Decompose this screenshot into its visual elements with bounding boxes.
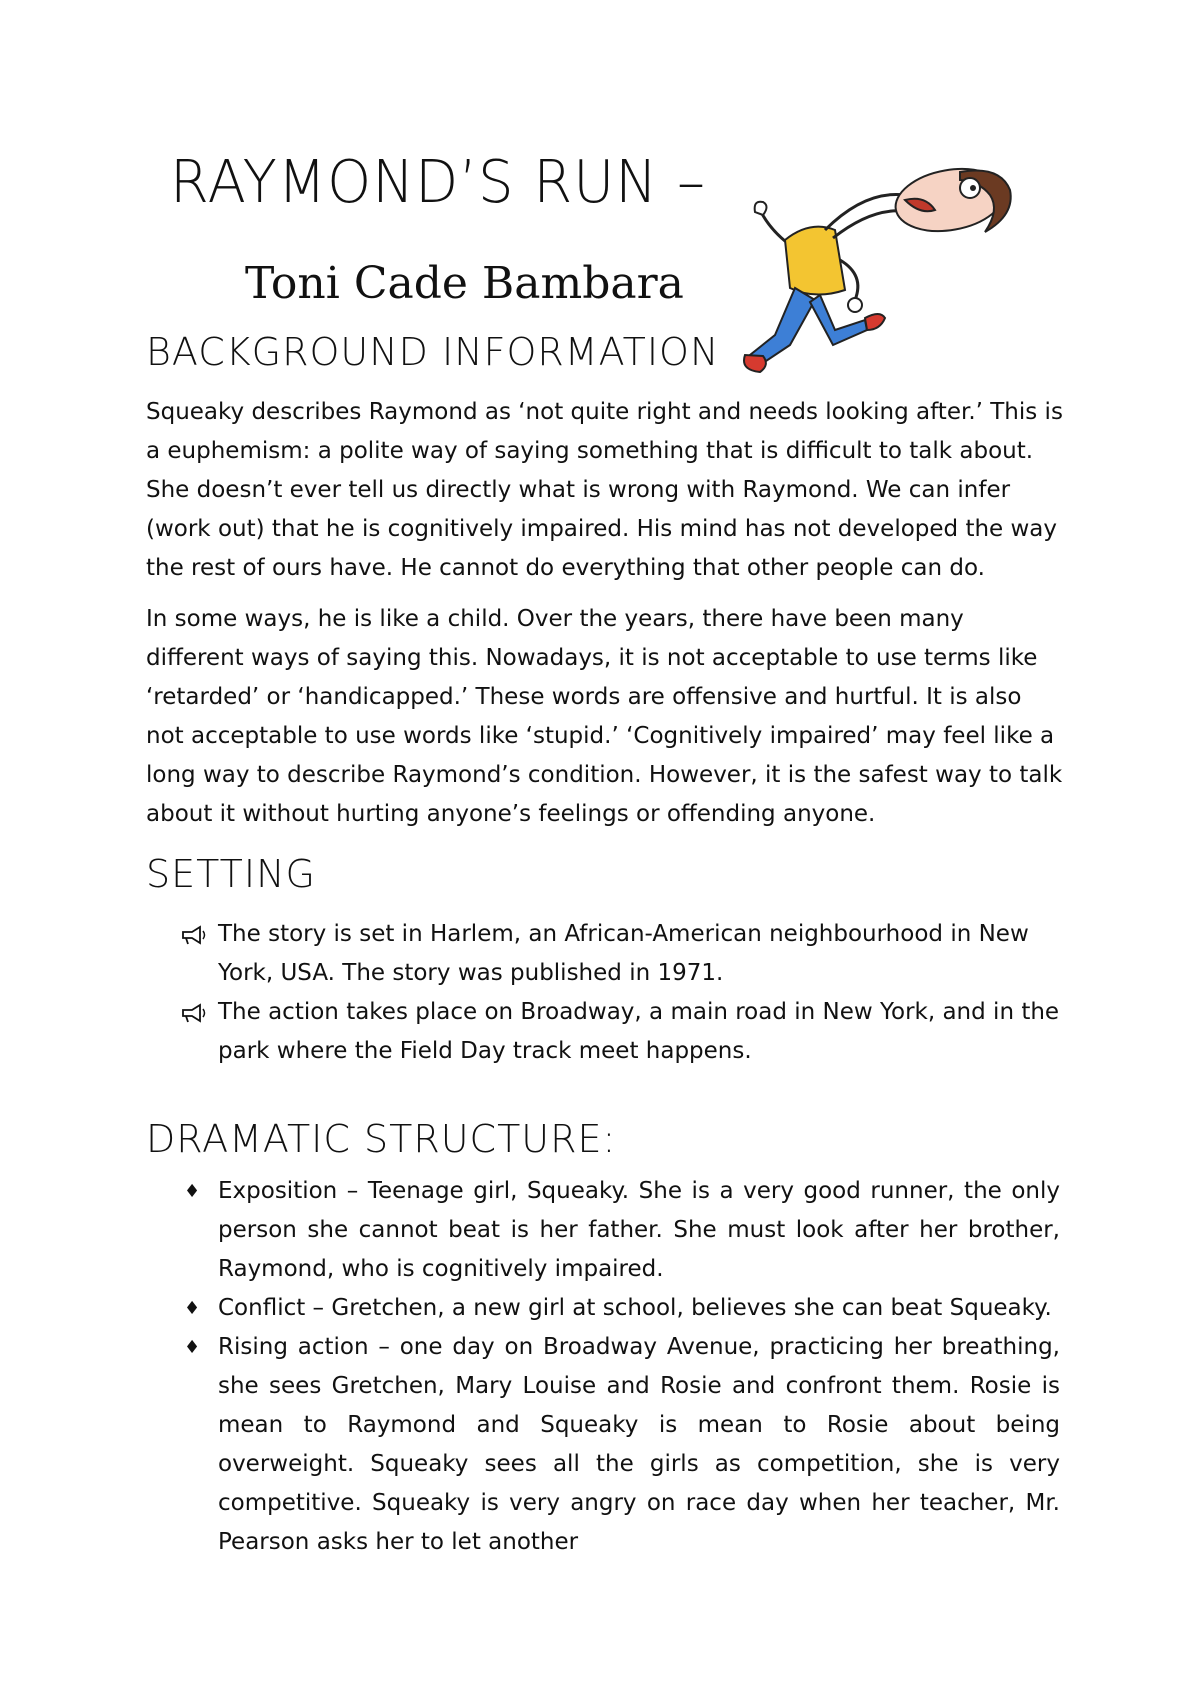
megaphone-icon <box>180 924 208 946</box>
setting-item-text: The story is set in Harlem, an African-American neighbourhood in New York, USA. The story was published in 1971. <box>218 921 1029 986</box>
list-item <box>180 1328 1060 1562</box>
background-heading: BACKGROUND INFORMATION <box>146 330 720 374</box>
dramatic-item-text: Exposition – Teenage girl, Squeaky. She is a very good runner, the only person she cannot beat is her father. She must look after her brother, Raymond, who is cognitively impaired. <box>218 1178 1060 1282</box>
diamond-bullet-icon: ♦ <box>184 1181 201 1202</box>
list-item <box>180 1289 1060 1328</box>
running-man-illustration <box>715 160 1045 390</box>
dramatic-item-text: Conflict – Gretchen, a new girl at school, believes she can beat Squeaky. <box>218 1295 1052 1321</box>
background-paragraph-1: Squeaky describes Raymond as ‘not quite right and needs looking after.’ This is a euphemism: a polite way of saying something that is difficult to talk about. She doesn’t ever tell us directly what is wrong with Raymond. We can infer (work out) that he is cognitively impaired. His mind has not developed the way the rest of ours have. He cannot do everything that other people can do. <box>146 399 1063 581</box>
megaphone-icon <box>180 1002 208 1024</box>
setting-heading: SETTING <box>146 852 316 896</box>
diamond-bullet-icon: ♦ <box>184 1337 201 1358</box>
list-item <box>180 993 1060 1071</box>
author-name: Toni Cade Bambara <box>245 258 684 309</box>
background-paragraph-2: In some ways, he is like a child. Over the years, there have been many different ways of saying this. Nowadays, it is not acceptable to use terms like ‘retarded’ or ‘handicapped.’ These words are offensive and hurtful. It is also not acceptable to use words like ‘stupid.’ ‘Cognitively impaired’ may feel like a long way to describe Raymond’s condition. However, it is the safest way to talk about it without hurting anyone’s feelings or offending anyone. <box>146 606 1063 827</box>
dramatic-structure-heading: DRAMATIC STRUCTURE: <box>146 1117 617 1161</box>
list-item <box>180 915 1060 993</box>
setting-item-text: The action takes place on Broadway, a main road in New York, and in the park where the Field Day track meet happens. <box>218 999 1060 1064</box>
dramatic-item-text: Rising action – one day on Broadway Avenue, practicing her breathing, she sees Gretchen, Mary Louise and Rosie and confront them. Rosie is mean to Raymond and Squeaky is mean to Rosie about being overweight. Squeaky sees all the girls as competition, she is very competitive. Squeaky is very angry on race day when her teacher, Mr. Pearson asks her to let another <box>218 1334 1060 1555</box>
setting-list <box>180 915 1060 1071</box>
list-item <box>180 1172 1060 1289</box>
dramatic-structure-list <box>180 1172 1060 1562</box>
document-title: RAYMOND’S RUN – <box>170 148 706 217</box>
diamond-bullet-icon: ♦ <box>184 1298 201 1319</box>
